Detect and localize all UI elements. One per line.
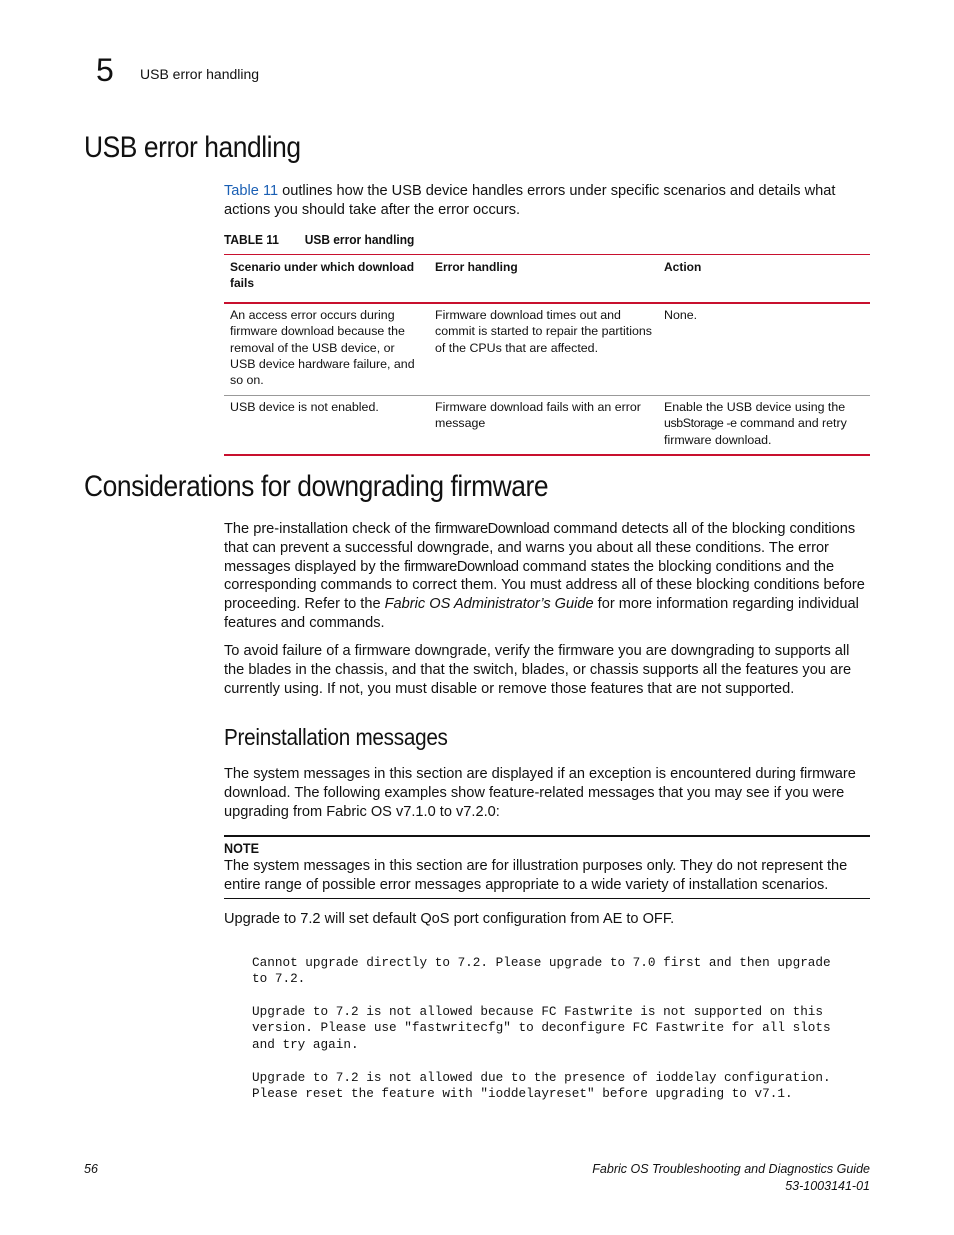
- footer-guide-title: Fabric OS Troubleshooting and Diagnostics Guide: [592, 1162, 870, 1176]
- text-run: command detects all of the blocking conditions that can prevent a successful downgrade, and warns you about all these conditions. The error messages displayed by the: [224, 521, 856, 575]
- text-run: command states the blocking conditions and the corresponding commands to correct them. You must address all of these blocking conditions before proceeding. Refer to the: [224, 558, 865, 613]
- table-header-row: [224, 255, 870, 303]
- table-cell: Firmware download fails with an error message: [429, 395, 658, 455]
- table-caption-title: USB error handling: [304, 232, 415, 247]
- column-header: Error handling: [429, 255, 658, 303]
- usb-intro-paragraph: [224, 182, 870, 220]
- action-text: None.: [664, 307, 698, 322]
- note-label: NOTE: [224, 840, 260, 856]
- table-caption-label: TABLE 11: [224, 232, 279, 247]
- note-text: The system messages in this section are for illustration purposes only. They do not represent the entire range of possible error messages appropriate to a wide variety of installation scenarios.: [224, 858, 848, 893]
- table-cell: USB device is not enabled.: [224, 395, 429, 455]
- table-cell: An access error occurs during firmware download because the removal of the USB device, or USB device hardware failure, and so on.: [224, 303, 429, 396]
- command-usbstorage: usbStorage -e: [664, 416, 737, 431]
- usb-error-table: [224, 254, 870, 456]
- table-cell: [658, 395, 870, 455]
- subsection-title: Preinstallation messages: [224, 724, 448, 750]
- table-11-link[interactable]: Table 11: [224, 183, 279, 199]
- command-firmwaredownload: firmwareDownload: [434, 521, 550, 537]
- downgrade-paragraph-2: To avoid failure of a firmware downgrade, verify the firmware you are downgrading to supports all the blades in the chassis, and that the switch, blades, or chassis supports all the features you are currently using. If not, you must disable or remove those features that are not supported.: [224, 643, 852, 697]
- action-text: command and retry firmware download.: [664, 416, 847, 447]
- note-top-rule: [224, 835, 870, 837]
- chapter-number: 5: [96, 52, 114, 88]
- page-number: 56: [84, 1162, 98, 1176]
- code-block: Upgrade to 7.2 is not allowed because FC Fastwrite is not supported on this version. Please use "fastwritecfg" to deconfigure FC Fastwrite for all slots and try again.: [252, 1004, 831, 1052]
- command-firmwaredownload: firmwareDownload: [404, 558, 519, 575]
- downgrade-paragraph-1: [224, 520, 870, 633]
- text-run: The pre-installation check of the: [224, 521, 435, 537]
- table-row: [224, 303, 870, 396]
- footer-doc-number: 53-1003141-01: [785, 1179, 870, 1193]
- column-header: Scenario under which download fails: [224, 255, 429, 303]
- guide-reference: Fabric OS Administrator’s Guide: [384, 596, 594, 613]
- running-header: USB error handling: [140, 66, 260, 82]
- action-text: Enable the USB device using the: [664, 399, 846, 414]
- preinstall-paragraph: The system messages in this section are displayed if an exception is encountered during firmware download. The following examples show feature-related messages that you may see if you were upgrading from Fabric OS v7.1.0 to v7.2.0:: [224, 766, 856, 820]
- note-bottom-rule: [224, 898, 870, 899]
- text-run: for more information regarding individual features and commands.: [224, 596, 859, 631]
- section-title-usb-error-handling: USB error handling: [84, 131, 301, 164]
- table-cell: Firmware download times out and commit is started to repair the partitions of the CPUs that are affected.: [429, 303, 658, 396]
- column-header: Action: [658, 255, 870, 303]
- table-caption: [224, 232, 414, 247]
- table-row: [224, 395, 870, 455]
- qos-paragraph: Upgrade to 7.2 will set default QoS port configuration from AE to OFF.: [224, 911, 675, 927]
- code-block: Cannot upgrade directly to 7.2. Please upgrade to 7.0 first and then upgrade to 7.2.: [252, 955, 831, 987]
- usb-intro-text: outlines how the USB device handles errors under specific scenarios and details what actions you should take after the error occurs.: [224, 183, 836, 218]
- table-cell: [658, 303, 870, 396]
- code-block: Upgrade to 7.2 is not allowed due to the presence of ioddelay configuration. Please reset the feature with "ioddelayreset" before upgrading to v7.1.: [252, 1070, 831, 1102]
- section-title-downgrading: Considerations for downgrading firmware: [84, 470, 549, 503]
